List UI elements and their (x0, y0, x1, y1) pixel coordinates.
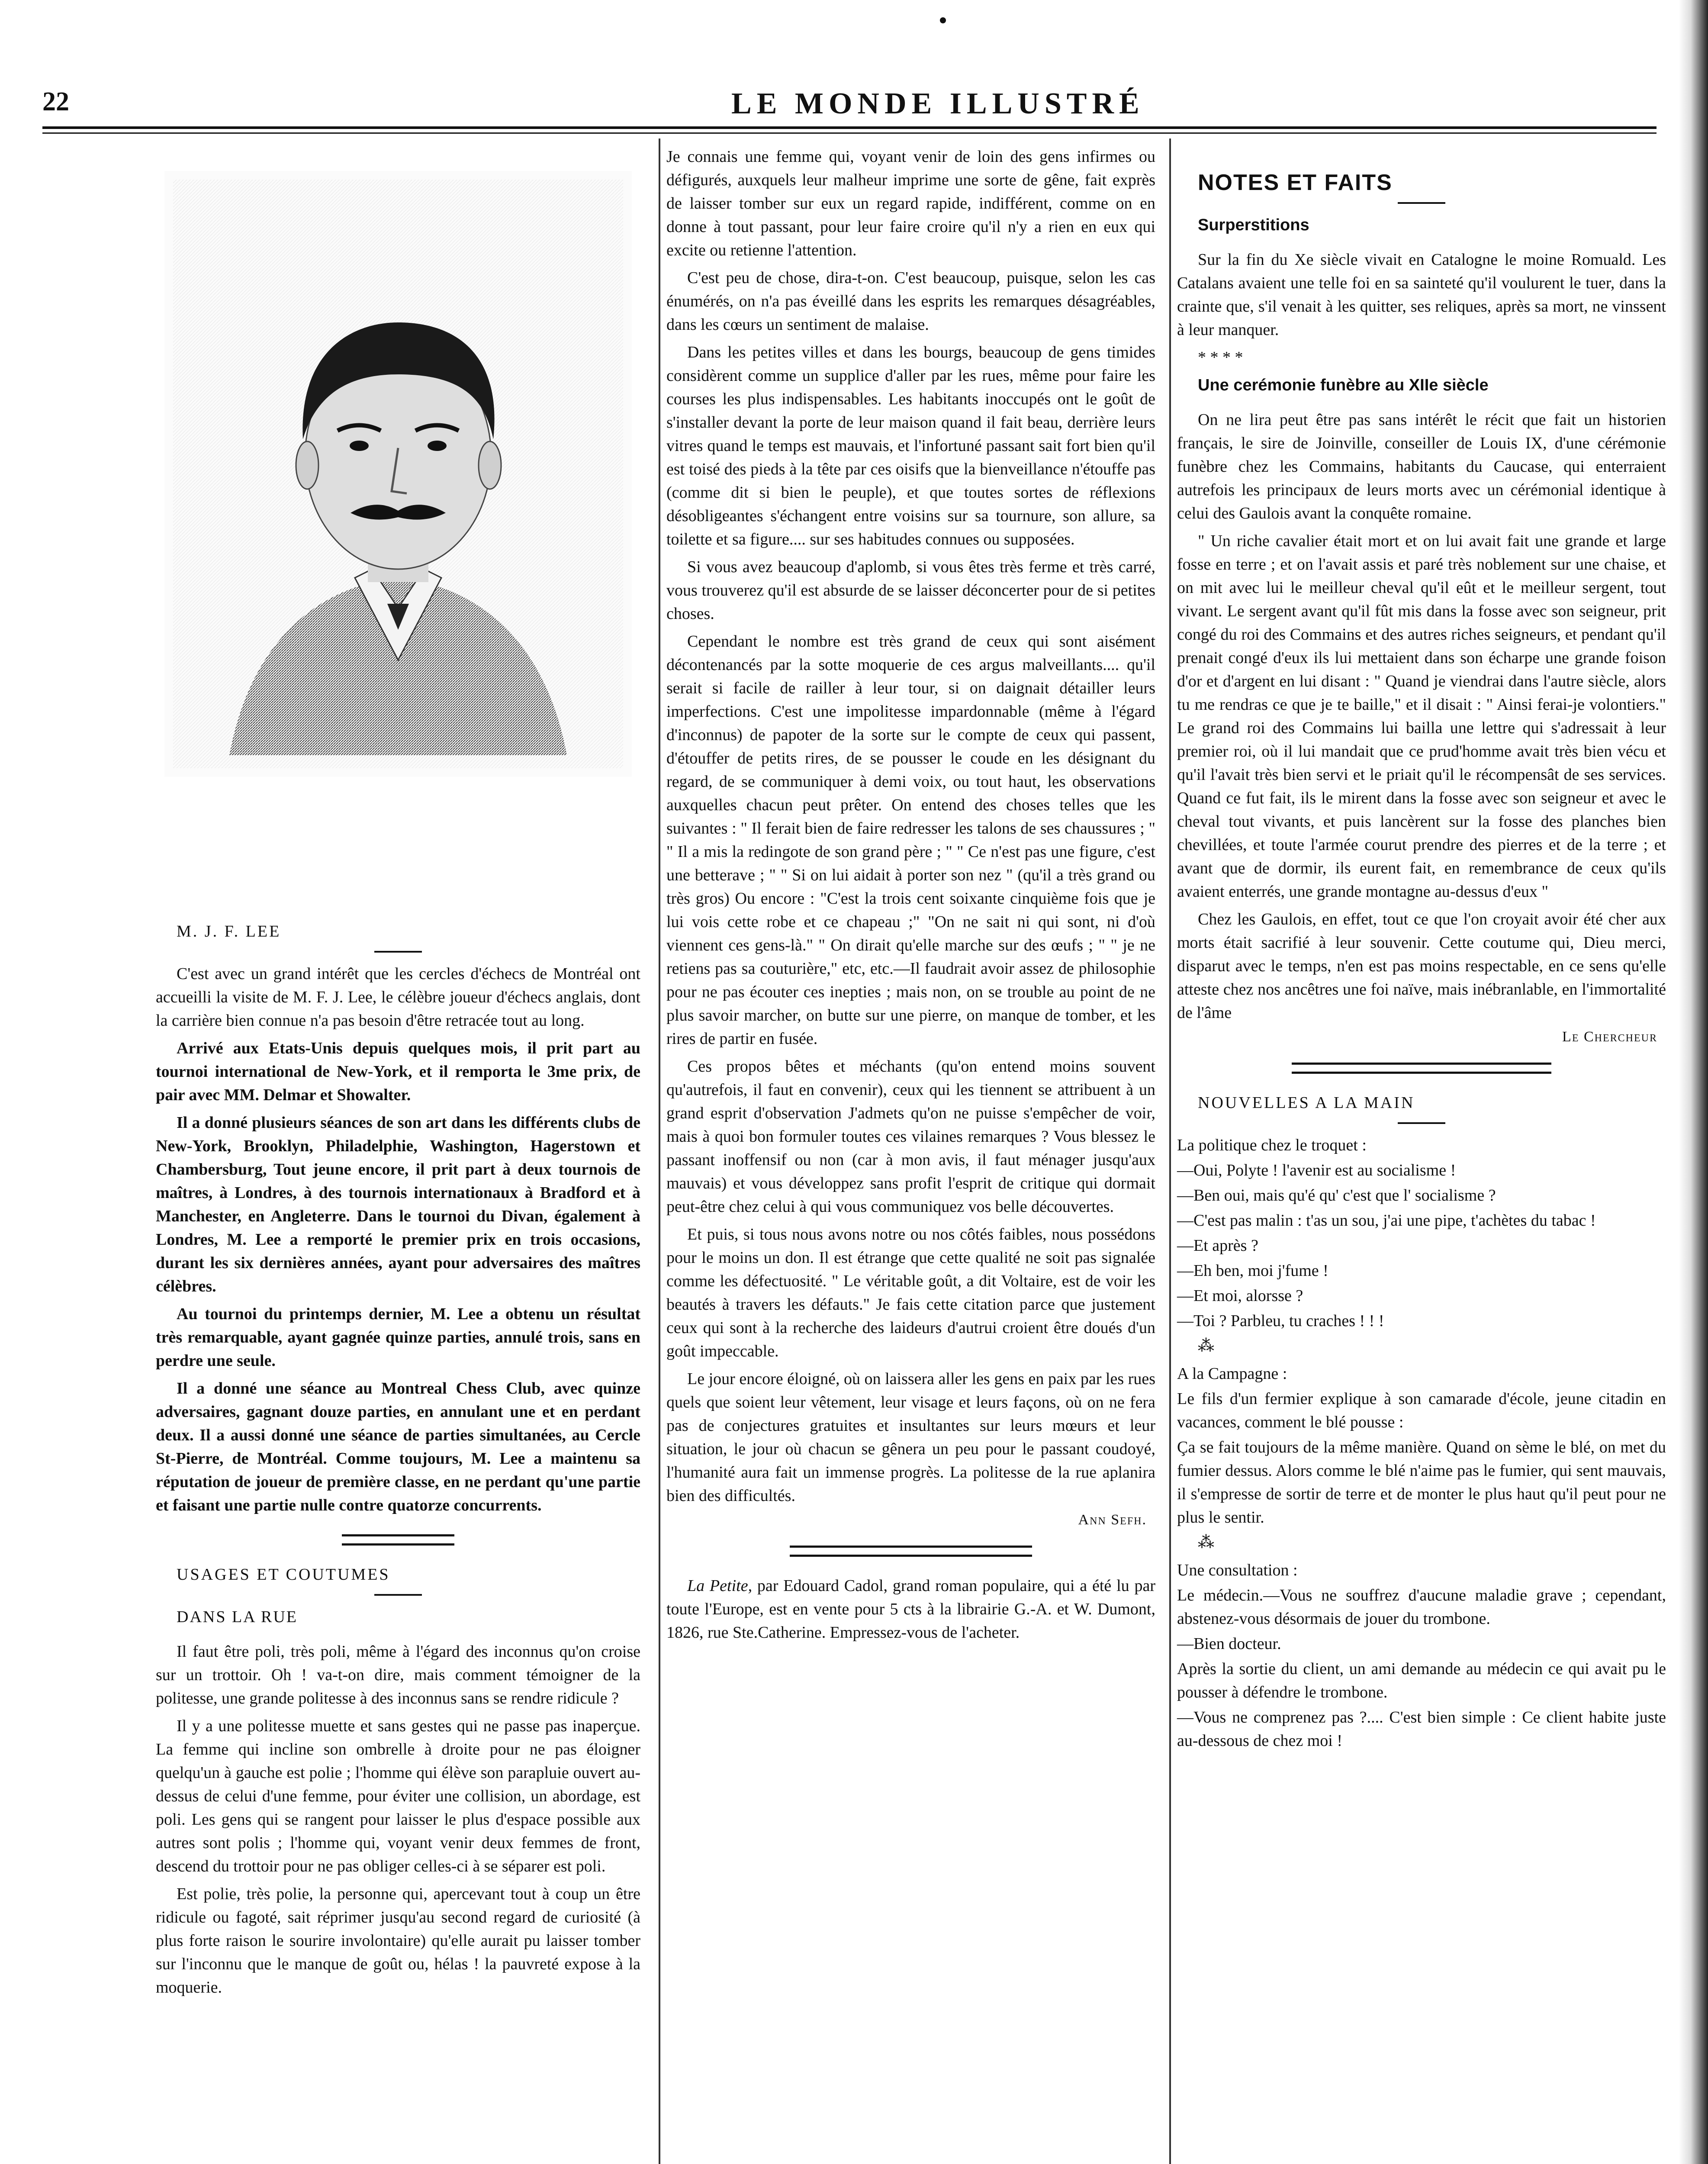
lee-paragraph: Au tournoi du printemps dernier, M. Lee a obtenu un résultat très remarquable, ayant gagnée quinze parties, annulé trois, sans en perdre une seule. (156, 1305, 640, 1370)
dialog-line: —Ben oui, mais qu'é qu' c'est que l' socialisme ? (1177, 1186, 1496, 1204)
usages-paragraph: Il y a une politesse muette et sans gestes qui ne passe pas inaperçue. La femme qui incline son ombrelle à droite pour ne pas éloigner quelqu'un à gauche est polie ; l'homme qui élève son parapluie ouvert au-dessus de celui d'une femme, pour éviter une collision, un abordage, est poli. Les gens qui se rangent pour laisser le plus d'espace possible aux autres sont polis ; l'homme qui, voyant venir deux femmes de front, descend du trottoir pour ne pas obliger celles-ci à se séparer est poli. (156, 1717, 640, 1875)
lee-paragraph: Il a donné une séance au Montreal Chess Club, avec quinze adversaires, gagnant douze parties, en annulant une et en perdant deux. Il a aussi donné une séance de parties simultanées, au Cercle St-Pierre, de Montréal. Comme toujours, M. Lee a maintenu sa réputation de joueur de première classe, en ne perdant qu'une partie et faisant une partie nulle contre quatorze concurrents. (156, 1379, 640, 1514)
usages-paragraph: Je connais une femme qui, voyant venir de loin des gens infirmes ou défigurés, auxquels leur malheur imprime une sorte de gêne, fait exprès de laisser tomber sur eux un regard rapide, indifférent, comme on en donne à tout passant, pour leur faire croire qu'il n'y a rien en eux qui excite ou retienne l'attention. (666, 148, 1155, 259)
consultation-line: —Vous ne comprenez pas ?.... C'est bien simple : Ce client habite juste au-dessous de chez moi ! (1177, 1708, 1666, 1750)
dialog-line: —Et moi, alorsse ? (1177, 1287, 1303, 1305)
notes-subtitle: Une cerémonie funèbre au XIIe siècle (1198, 376, 1489, 394)
dialog-block (1177, 1134, 1666, 1333)
header-rule-thick (42, 126, 1657, 129)
portrait-engraving (164, 171, 632, 777)
lee-paragraph: Arrivé aux Etats-Unis depuis quelques mois, il prit part au tournoi international de New-York, et il remporta le 3me prix, de pair avec MM. Delmar et Showalter. (156, 1039, 640, 1104)
notes-paragraph: Sur la fin du Xe siècle vivait en Catalogne le moine Romuald. Les Catalans avaient une telle foi en sa sainteté qu'il voulurent le tuer, dans la crainte que, s'il venait à les quitter, ses reliques, après sa mort, ne vinssent à leur manquer. (1177, 251, 1666, 339)
notes-subtitle: Surperstitions (1198, 216, 1309, 234)
page-number: 22 (42, 87, 69, 116)
notes-rule (1398, 202, 1445, 204)
usages-paragraph: C'est peu de chose, dira-t-on. C'est beaucoup, puisque, selon les cas énumérés, on n'a pas éveillé dans les esprits les remarques désagréables, dans les cœurs un sentiment de malaise. (666, 269, 1155, 334)
usages-rule (374, 1594, 422, 1596)
advert-title: La Petite, (687, 1577, 753, 1595)
portrait-caption: M. J. F. LEE (177, 922, 281, 940)
header-rule-thin (42, 132, 1657, 134)
column-divider-right (1169, 138, 1171, 2164)
column-divider-left (659, 138, 660, 2164)
consultation-line: Le médecin.—Vous ne souffrez d'aucune maladie grave ; cependant, abstenez-vous désormais de jouer du trombone. (1177, 1586, 1666, 1628)
dialog-line: —Et après ? (1177, 1237, 1258, 1255)
asterism: ⁂ (1198, 1337, 1214, 1355)
usages-subtitle: DANS LA RUE (177, 1608, 298, 1626)
middle-column (666, 145, 1155, 1649)
usages-paragraph: Le jour encore éloigné, où on laissera aller les gens en paix par les rues quels que soient leur vêtement, leur visage et leurs façons, où on ne fera pas de conjectures gratuites et insultantes sur leurs mœurs et leur situation, le jour où chacun se gênera un peu pour le passant coudoyé, l'humanité aura fait un immense progrès. La politesse de la rue aplanira bien des difficultés. (666, 1370, 1155, 1505)
campagne-line: A la Campagne : (1177, 1365, 1287, 1383)
usages-paragraph: Et puis, si tous nous avons notre ou nos côtés faibles, nous possédons pour le moins un don. Il est étrange que cette qualité ne soit pas signalée comme les défectuosité. " Le véritable goût, a dit Voltaire, est de voir les beautés à travers les défauts." Je fais cette citation parce que justement ceux qui sont à la recherche des laideurs d'autrui croient être doués d'un goût impeccable. (666, 1225, 1155, 1360)
left-column (156, 145, 640, 2003)
masthead: LE MONDE ILLUSTRÉ (731, 87, 1145, 120)
usages-paragraph: Est polie, très polie, la personne qui, apercevant tout à coup un être ridicule ou fagoté, sait réprimer jusqu'au second regard de curiosité (à plus forte raison le sourire involontaire) qu'elle aurait pu laisser tomber sur l'inconnu que le manque de goût ou, hélas ! la pauvreté expose à la moquerie. (156, 1885, 640, 1997)
asterism: ⁂ (1198, 1533, 1214, 1552)
dialog-line: —Eh ben, moi j'fume ! (1177, 1262, 1328, 1280)
notes-paragraph: " Un riche cavalier était mort et on lui avait fait une grande et large fosse en terre ; et on l'avait assis et paré très noblement sur une chaise, et on mit avec lui le meilleur cheval qu'il eût et le meilleur sergent, tout vivant. Le sergent avant qu'il fût mis dans la fosse avec son seigneur, prit congé du roi des Commains et des autres riches seigneurs, et pendant qu'il prenait congé d'eux ils lui mettaient dans son écharpe une grande foison d'or et d'argent en lui disant : " Quand je viendrai dans l'autre siècle, alors tu me rendras ce que je te baille," et il disait : " Ainsi ferai-je volontiers." Le grand roi des Commains lui bailla une lettre qui s'adressait à leur premier roi, où il lui mandait que ce prud'homme avait très bien vécu et qu'il l'avait très bien servi et le priait qu'il le récompensât de ses services. Quand ce fut fait, ils le mirent dans la fosse avec son seigneur et avec le cheval tout vivants, et puis lancèrent sur la fosse des planches bien chevillées, et toute l'armée courut prendre des pierres et de la terre ; et avant que de dormir, ils eurent fait, en remembrance de ceux qu'ils avaient enterrés, une grande montagne au-dessus d'eux " (1177, 532, 1666, 901)
usages-paragraph: Cependant le nombre est très grand de ceux qui sont aisément décontenancés par la sotte moquerie de ces argus malveillants.... qu'il serait si facile de railler à leur tour, si on daignait détailler leurs imperfections. C'est une impolitesse impardonnable (même à l'égard d'inconnus) de papoter de la sorte sur le compte de ceux qui passent, d'étouffer de petits rires, de se pousser le coude en les désignant du regard, de se communiquer à demi voix, ou tout haut, les observations auxquelles chacun peut prêter. On entend des choses telles que les suivantes : " Il ferait bien de faire redresser les talons de ses chaussures ; " " Il a mis la redingote de son grand père ; " " Ce n'est pas une figure, c'est une betterave ; " " Si on lui aidait à porter son nez " (qu'il a très grand ou très gros) Ou encore : "C'est la trois cent soixante cinquième fois que je lui vois cette robe et ce chapeau ;" "On ne sait ni qui sont, ni d'où viennent ces gens-là." " On dirait qu'elle marche sur des œufs ; " " je ne retiens pas sa couturière," etc, etc.—Il faudrait avoir assez de philosophie pour ne pas écouter ces inepties ; mais non, on se trouble au point de ne plus savoir marcher, on butte sur une pierre, on manque de tomber, et les rires de partir en fusée. (666, 632, 1155, 1048)
dialog-line: La politique chez le troquet : (1177, 1136, 1367, 1154)
binding-edge (1679, 0, 1708, 2164)
lee-paragraph: C'est avec un grand intérêt que les cercles d'échecs de Montréal ont accueilli la visite de M. F. J. Lee, le célèbre joueur d'échecs anglais, dont la carrière bien connue n'a pas besoin d'être retracée tout au long. (156, 965, 640, 1030)
dialog-line: —C'est pas malin : t'as un sou, j'ai une pipe, t'achètes du tabac ! (1177, 1211, 1596, 1230)
advert-paragraph (666, 1574, 1155, 1644)
right-column (1177, 145, 1666, 1754)
usages-paragraph: Si vous avez beaucoup d'aplomb, si vous êtes très ferme et très carré, vous trouverez qu'il est absurde de se laisser déconcerter pour de si petites choses. (666, 558, 1155, 623)
lee-paragraph: Il a donné plusieurs séances de son art dans les différents clubs de New-York, Brooklyn, Philadelphie, Washington, Hagerstown et Chambersburg, Tout jeune encore, il prit part à deux tournois de maîtres, à Londres, à des tournois internationaux à Bradford et à Manchester, en Angleterre. Dans le tournoi du Divan, également à Londres, M. Lee a remporté le premier prix en trois occasions, durant les six dernières années, ayant pour adversaires des maîtres célèbres. (156, 1114, 640, 1295)
nouvelles-title: NOUVELLES A LA MAIN (1198, 1094, 1415, 1112)
consultation-line: Après la sortie du client, un ami demande au médecin ce qui avait pu le pousser à défendre le trombone. (1177, 1660, 1666, 1701)
stars-separator: * * * * (1198, 348, 1243, 367)
usages-paragraph: Dans les petites villes et dans les bourgs, beaucoup de gens timides considèrent comme un supplice d'aller par les rues, même pour faire les courses les plus indispensables. Les habitants inoccupés ont le goût de s'installer devant la porte de leur maison quand il fait beau, derrière leurs vitres quand le temps est mauvais, et l'infortuné passant sait fort bien qu'il est toisé des pieds à la tête par ces oisifs que la bienveillance n'étouffe pas (comme dit si bien le peuple), et que toutes sortes de réflexions désobligeantes s'échangent entre voisins sur sa tournure, son allure, sa toilette et sa figure.... sur ses habitudes connues ou supposées. (666, 343, 1155, 548)
dialog-line: —Toi ? Parbleu, tu craches ! ! ! (1177, 1312, 1384, 1330)
caption-rule (374, 951, 422, 953)
notes-paragraph: On ne lira peut être pas sans intérêt le récit que fait un historien français, le sire de Joinville, conseiller de Louis IX, d'une cérémonie funèbre chez les Commains, habitants du Caucase, qui enterraient autrefois les principaux de leurs morts avec un cérémonial identique à celui des Gaulois avant la conquête romaine. (1177, 411, 1666, 522)
section-separator (1292, 1063, 1551, 1074)
usages-paragraph: Ces propos bêtes et méchants (qu'on entend moins souvent qu'autrefois, il faut en convenir), ceux qui les tiennent se attribuent à un grand esprit d'observation J'admets qu'on ne puisse s'empêcher de voir, mais à quoi bon formuler toutes ces vilaines remarques ? Vous blessez le passant inoffensif ou non (car à mon avis, il faut ménager jusqu'aux mauvais) et vous développez sans profit l'esprit de critique qui dormait peut-être chez celui à qui vous communiquez vos belle découvertes. (666, 1057, 1155, 1216)
campagne-line: Ça se fait toujours de la même manière. Quand on sème le blé, on met du fumier dessus. Alors comme le blé n'aime pas le fumier, qui sent mauvais, il s'empresse de sortir de terre et de monter le plus haut qu'il peut pour ne plus le sentir. (1177, 1438, 1666, 1526)
portrait-figure (164, 171, 632, 777)
usages-title: USAGES ET COUTUMES (177, 1565, 390, 1584)
notes-paragraph: Chez les Gaulois, en effet, tout ce que l'on croyait avoir été cher aux morts était sacrifié à leur souvenir. Cette coutume qui, Dieu merci, disparut avec le temps, n'en est pas moins respectable, en ce sens qu'elle atteste chez nos ancêtres une foi naïve, mais inébranlable, en l'immortalité de l'âme (1177, 910, 1666, 1022)
article-signature: Le Chercheur (1562, 1029, 1657, 1045)
notes-title: NOTES ET FAITS (1198, 170, 1393, 195)
advert-text: par Edouard Cadol, grand roman populaire, qui a été lu par toute l'Europe, est en vente pour 5 cts à la librairie G.-A. et W. Dumont, 1826, rue Ste.Catherine. Empressez-vous de l'acheter. (666, 1577, 1155, 1642)
usages-paragraph: Il faut être poli, très poli, même à l'égard des inconnus qu'on croise sur un trottoir. Oh ! va-t-on dire, mais comment témoigner de la politesse, une grande politesse à des inconnus sans se rendre ridicule ? (156, 1642, 640, 1707)
consultation-block (1177, 1559, 1666, 1752)
campagne-line: Le fils d'un fermier explique à son camarade d'école, jeune citadin en vacances, comment le blé pousse : (1177, 1390, 1666, 1431)
campagne-block (1177, 1362, 1666, 1529)
article-signature: Ann Sefh. (1078, 1512, 1147, 1528)
consultation-line: —Bien docteur. (1177, 1635, 1281, 1653)
section-separator (790, 1546, 1032, 1557)
consultation-line: Une consultation : (1177, 1561, 1298, 1579)
dialog-line: —Oui, Polyte ! l'avenir est au socialisme ! (1177, 1161, 1456, 1179)
nouvelles-rule (1398, 1122, 1445, 1124)
print-mark (940, 17, 946, 23)
section-separator (342, 1534, 454, 1546)
